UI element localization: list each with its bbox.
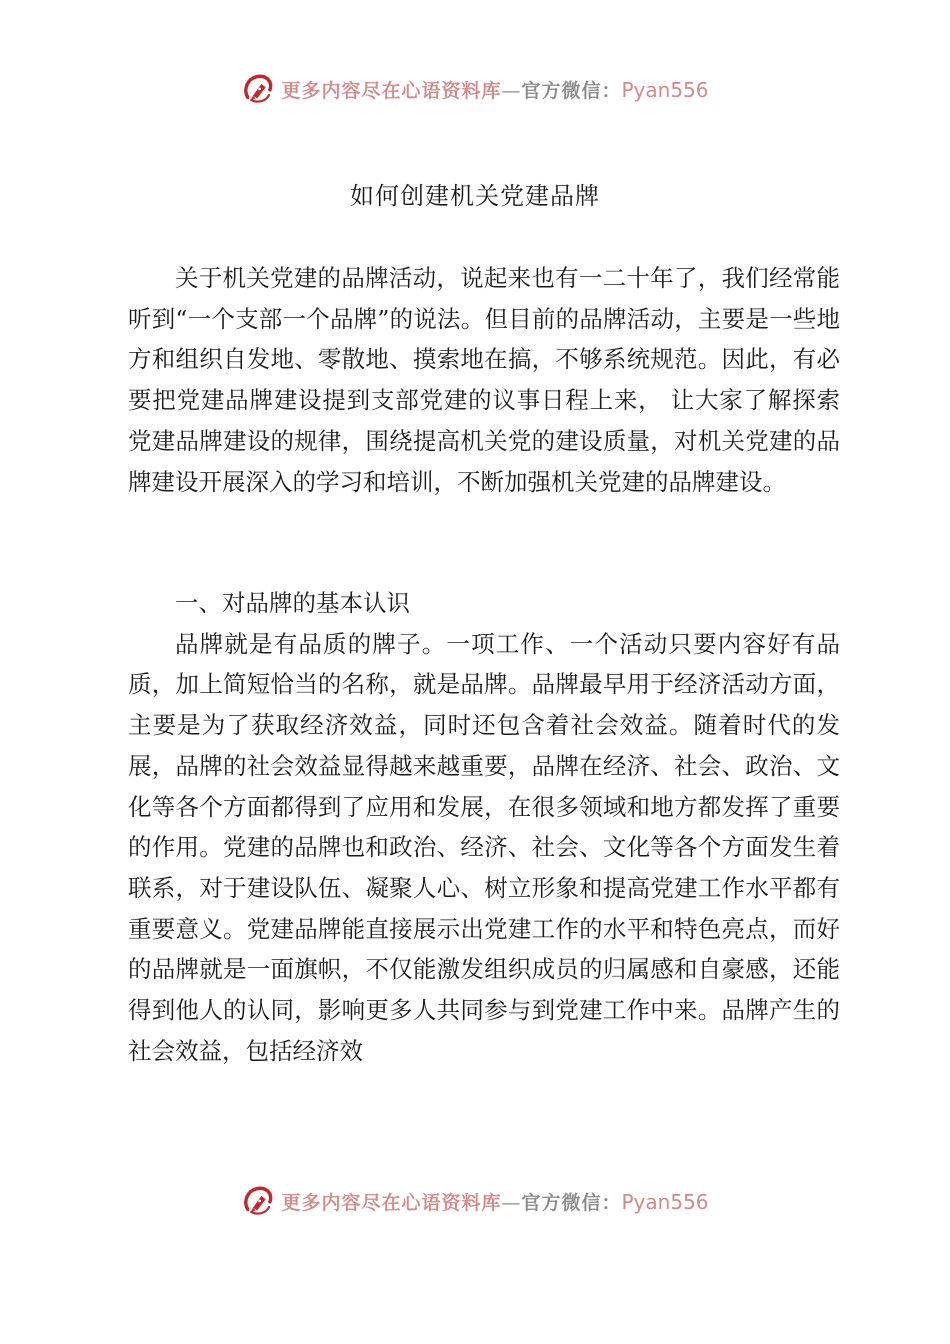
banner-dash: — [501,1191,522,1214]
banner-site-text: 更多内容尽在心语资料库 [281,79,502,102]
header-banner [0,72,950,106]
intro-section [128,258,840,502]
pen-nib-swirl-icon [241,72,275,106]
banner-text [281,1188,708,1215]
pen-nib-swirl-icon [241,1184,275,1218]
footer-banner [0,1184,950,1218]
section-paragraph: 品牌就是有品质的牌子。一项工作、一个活动只要内容好有品质，加上简短恰当的名称，就是品牌。品牌最早用于经济活动方面，主要是为了获取经济效益，同时还包含着社会效益。随着时代的发展，品牌的社会效益显得越来越重要，品牌在经济、社会、政治、文化等各个方面都得到了应用和发展，在很多领域和地方都发挥了重要的作用。党建的品牌也和政治、经济、社会、文化等各个方面发生着联系，对于建设队伍、凝聚人心、树立形象和提高党建工作水平都有重要意义。党建品牌能直接展示出党建工作的水平和特色亮点，而好的品牌就是一面旗帜，不仅能激发组织成员的归属感和自豪感，还能得到他人的认同，影响更多人共同参与到党建工作中来。品牌产生的社会效益，包括经济效 [128,629,840,1065]
banner-wechat-label: 官方微信： [521,1191,622,1214]
section-heading: 一、对品牌的基本认识 [175,589,410,617]
banner-wechat-label: 官方微信： [521,79,622,102]
banner-dash: — [501,79,522,102]
banner-text [281,76,708,103]
section-one [128,583,840,1071]
document-title: 如何创建机关党建品牌 [350,182,600,210]
banner-site-text: 更多内容尽在心语资料库 [281,1191,502,1214]
banner-wechat-id: Pyan556 [621,77,709,102]
banner-wechat-id: Pyan556 [621,1189,709,1214]
intro-paragraph: 关于机关党建的品牌活动，说起来也有一二十年了，我们经常能听到“一个支部一个品牌”的说法。但目前的品牌活动，主要是一些地方和组织自发地、零散地、摸索地在搞，不够系统规范。因此，有必要把党建品牌建设提到支部党建的议事日程上来， 让大家了解探索党建品牌建设的规律，围绕提高机关党的建设质量，对机关党建的品牌建设开展深入的学习和培训，不断加强机关党建的品牌建设。 [128,264,840,496]
